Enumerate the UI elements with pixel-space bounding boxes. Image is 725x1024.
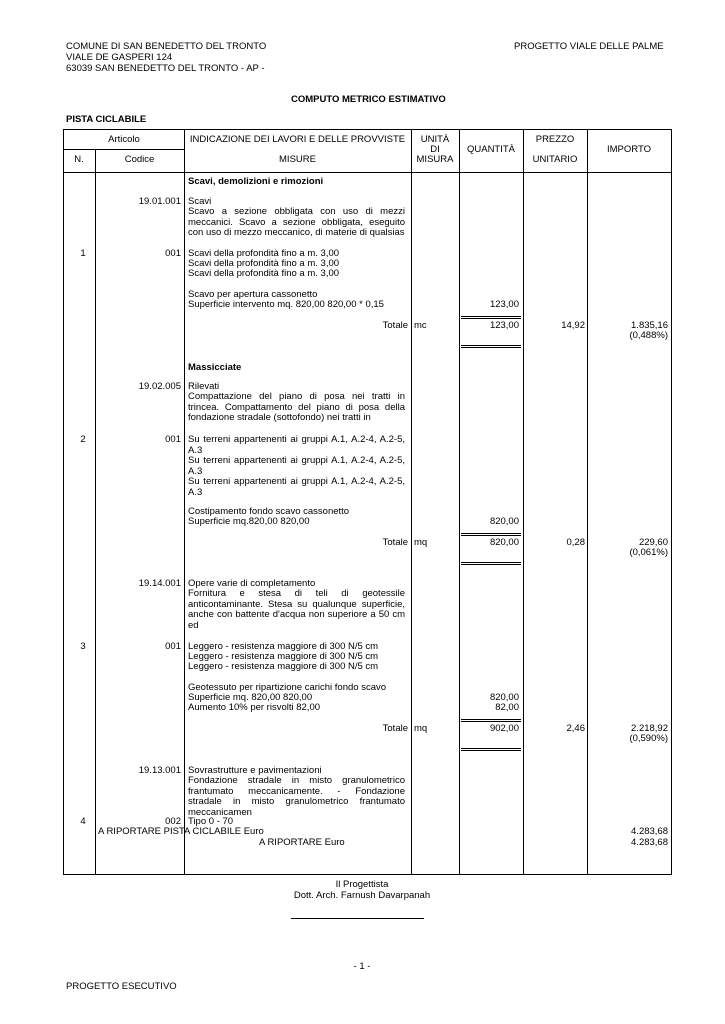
group-code: 19.13.001: [138, 765, 181, 776]
item-line: Leggero - resistenza maggiore di 300 N/5 cm: [188, 641, 379, 652]
group-code: 19.01.001: [138, 196, 181, 207]
signature-line: [291, 918, 424, 919]
total-rule-bottom: [461, 564, 521, 565]
document-title: COMPUTO METRICO ESTIMATIVO: [291, 94, 446, 105]
group-name: Scavi: [188, 196, 212, 207]
item-line: Su terreni appartenenti ai gruppi A.1, A.2-4, A.2-5, A.3: [188, 476, 405, 498]
item-line: Su terreni appartenenti ai gruppi A.1, A.2-4, A.2-5, A.3: [188, 434, 405, 456]
item-line: Scavi della profondità fino a m. 3,00: [188, 248, 340, 259]
carry-pista-value: 4.283,68: [631, 826, 668, 837]
header-codice: Codice: [124, 154, 155, 165]
item-number: 1: [80, 248, 86, 259]
carry-pista-label: A RIPORTARE PISTA CICLABILE Euro: [98, 826, 264, 837]
measure-line: Superficie mq.820,00 820,00: [188, 516, 310, 527]
group-name: Opere varie di completamento: [188, 578, 316, 589]
articolo-divider: [63, 149, 185, 150]
col-border-left: [63, 129, 64, 875]
measure-line: Superficie intervento mq. 820,00 820,00 * 0,15: [188, 299, 384, 310]
item-code: 001: [165, 248, 181, 259]
total-rule-top: [461, 533, 521, 534]
total-quantity: 123,00: [489, 320, 519, 331]
measure-line: Aumento 10% per risvolti 82,00: [188, 702, 321, 713]
col-border-unit: [459, 129, 460, 875]
amount: 1.835,16: [631, 320, 668, 331]
total-quantity: 820,00: [489, 537, 519, 548]
col-border-price: [587, 129, 588, 875]
item-line: Scavi della profondità fino a m. 3,00: [188, 258, 340, 269]
measure-title: Costipamento fondo scavo cassonetto: [188, 506, 350, 517]
measure-title: Geotessuto per ripartizione carichi fondo scavo: [188, 682, 387, 693]
document-type: PROGETTO ESECUTIVO: [66, 981, 177, 992]
total-rule-top: [461, 721, 521, 722]
amount-percent: (0,590%): [629, 733, 668, 744]
group-name: Rilevati: [188, 381, 220, 392]
header-importo: IMPORTO: [607, 144, 651, 155]
header-misure: MISURE: [279, 154, 316, 165]
total-rule-top: [461, 316, 521, 317]
unit-price: 14,92: [561, 320, 585, 331]
header-quantita: QUANTITÀ: [466, 144, 516, 155]
group-description: Scavo a sezione obbligata con uso di mezzi meccanici. Scavo a sezione obbligata, eseguito con uso di mezzo meccanico, di materie di qualsias: [188, 206, 405, 238]
header-n: N.: [74, 154, 84, 165]
group-description: Fondazione stradale in misto granulometrico frantumato meccanicamente. - Fondazione stradale in misto granulometrico frantumato meccanicamen: [188, 775, 405, 818]
org-city: 63039 SAN BENEDETTO DEL TRONTO - AP -: [66, 63, 265, 74]
col-border-qty: [523, 129, 524, 875]
total-quantity: 902,00: [489, 723, 519, 734]
unit-of-measure: mc: [414, 320, 427, 331]
amount: 229,60: [638, 537, 668, 548]
total-label: Totale: [382, 723, 408, 734]
unit-of-measure: mq: [414, 723, 428, 734]
unit-price: 0,28: [566, 537, 585, 548]
item-line: Leggero - resistenza maggiore di 300 N/5 cm: [188, 661, 379, 672]
col-border-desc: [411, 129, 412, 875]
total-label: Totale: [382, 537, 408, 548]
header-unita-2: DI: [430, 144, 440, 155]
header-unitario: UNITARIO: [532, 154, 578, 165]
amount-percent: (0,061%): [629, 547, 668, 558]
org-name: COMUNE DI SAN BENEDETTO DEL TRONTO: [66, 41, 267, 52]
header-unita-3: MISURA: [416, 154, 454, 165]
measure-quantity: 123,00: [489, 299, 519, 310]
table-top-border: [63, 129, 672, 130]
amount-percent: (0,488%): [629, 330, 668, 341]
measure-quantity: 820,00: [489, 516, 519, 527]
item-number: 4: [80, 816, 86, 827]
group-description: Fornitura e stesa di teli di geotessile anticontaminante. Stesa su qualunque superficie, anche con battente d'acqua non superiore a 50 cm ed: [188, 588, 405, 631]
category-title: Scavi, demolizioni e rimozioni: [188, 176, 324, 187]
carry-total-value: 4.283,68: [631, 837, 668, 848]
page-number: - 1 -: [353, 961, 371, 972]
group-description: Compattazione del piano di posa nei tratti in trincea. Compattamento del piano di posa della fondazione stradale (sottofondo) nei tratti in: [188, 391, 405, 423]
total-rule-bottom: [461, 345, 521, 346]
category-title: Massicciate: [188, 362, 242, 373]
item-line: Su terreni appartenenti ai gruppi A.1, A.2-4, A.2-5, A.3: [188, 455, 405, 477]
project-name: PROGETTO VIALE DELLE PALME: [514, 41, 664, 52]
total-rule-bottom: [461, 750, 521, 751]
col-border-right: [671, 129, 672, 875]
group-code: 19.14.001: [138, 578, 181, 589]
item-line: Scavi della profondità fino a m. 3,00: [188, 268, 340, 279]
total-rule-bottom: [461, 562, 521, 563]
signer-name: Dott. Arch. Farnush Davarpanah: [293, 890, 431, 901]
item-code: 002: [165, 816, 181, 827]
total-label: Totale: [382, 320, 408, 331]
measure-quantity: 82,00: [495, 702, 519, 713]
total-rule-top: [461, 719, 521, 720]
item-code: 001: [165, 641, 181, 652]
item-code: 001: [165, 434, 181, 445]
item-line: Tipo 0 - 70: [188, 816, 234, 827]
total-rule-top: [461, 535, 521, 536]
col-border-codice: [184, 129, 185, 875]
group-name: Sovrastrutture e pavimentazioni: [188, 765, 322, 776]
header-bottom-border: [63, 172, 672, 173]
header-indicazione: INDICAZIONE DEI LAVORI E DELLE PROVVISTE: [189, 134, 406, 145]
group-code: 19.02.005: [138, 381, 181, 392]
item-line: Leggero - resistenza maggiore di 300 N/5 cm: [188, 651, 379, 662]
signer-role: Il Progettista: [335, 879, 389, 890]
unit-of-measure: mq: [414, 537, 428, 548]
amount: 2.218,92: [631, 723, 668, 734]
header-prezzo: PREZZO: [535, 134, 575, 145]
total-rule-bottom: [461, 748, 521, 749]
item-number: 3: [80, 641, 86, 652]
org-address: VIALE DE GASPERI 124: [66, 52, 173, 63]
measure-quantity: 820,00: [489, 692, 519, 703]
item-number: 2: [80, 434, 86, 445]
header-articolo: Articolo: [108, 134, 140, 145]
measure-title: Scavo per apertura cassonetto: [188, 289, 318, 300]
header-unita-1: UNITÀ: [420, 134, 450, 145]
section-title: PISTA CICLABILE: [66, 114, 147, 125]
carry-total-label: A RIPORTARE Euro: [259, 837, 345, 848]
total-rule-top: [461, 318, 521, 319]
measure-line: Superficie mq. 820,00 820,00: [188, 692, 313, 703]
unit-price: 2,46: [566, 723, 585, 734]
table-bottom-border: [63, 874, 672, 875]
total-rule-bottom: [461, 347, 521, 348]
